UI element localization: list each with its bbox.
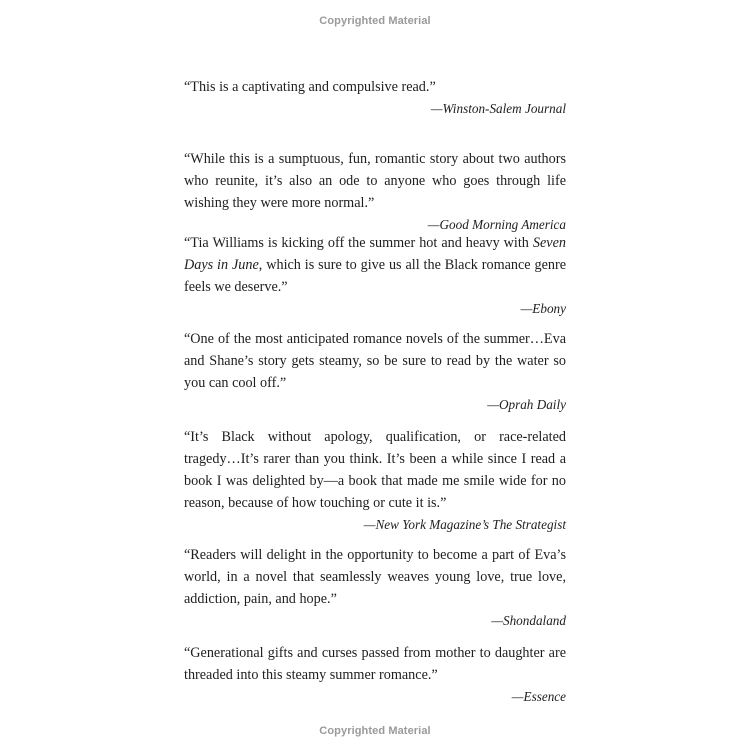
blurb-source: —Good Morning America (427, 217, 566, 232)
blurb-quote-start: “Tia Williams is kicking off the summer hot and heavy with (184, 235, 533, 251)
blurb-new-york-magazine (184, 426, 566, 536)
blurb-quote (184, 232, 566, 298)
blurb-winston-salem-journal (184, 76, 566, 120)
blurb-quote: “This is a captivating and compulsive read.” (184, 79, 436, 95)
blurb-source: —Essence (511, 689, 566, 704)
blurb-quote: “One of the most anticipated romance novels of the summer…Eva and Shane’s story gets steamy, so be sure to read by the water so you can cool off.” (184, 331, 566, 391)
blurb-source: —Oprah Daily (487, 397, 566, 412)
blurb-quote: “Readers will delight in the opportunity to become a part of Eva’s world, in a novel that seamlessly weaves young love, true love, addiction, pain, and hope.” (184, 547, 566, 607)
blurb-oprah-daily (184, 328, 566, 416)
blurb-essence (184, 642, 566, 708)
blurb-quote: “Generational gifts and curses passed from mother to daughter are threaded into this steamy summer romance.” (184, 645, 566, 683)
blurb-source: —New York Magazine’s The Strategist (363, 517, 566, 532)
blurb-source: —Ebony (520, 301, 566, 316)
copyright-watermark-top: Copyrighted Material (319, 15, 431, 27)
blurb-good-morning-america (184, 148, 566, 236)
book-title: Seven Days in June (184, 235, 566, 273)
copyright-watermark-bottom: Copyrighted Material (319, 725, 431, 737)
blurb-source: —Winston-Salem Journal (430, 101, 566, 116)
blurb-quote-end: , which is sure to give us all the Black romance genre feels we deserve.” (184, 257, 566, 295)
blurb-shondaland (184, 544, 566, 632)
blurb-quote: “It’s Black without apology, qualification, or race-related tragedy…It’s rarer than you think. It’s been a while since I read a book I was delighted by—a book that made me smile wide for no reason, because of how touching or cute it is.” (184, 429, 566, 511)
blurb-source: —Shondaland (491, 613, 566, 628)
blurb-quote: “While this is a sumptuous, fun, romantic story about two authors who reunite, it’s also an ode to anyone who goes through life wishing they were more normal.” (184, 151, 566, 211)
blurb-ebony (184, 232, 566, 320)
